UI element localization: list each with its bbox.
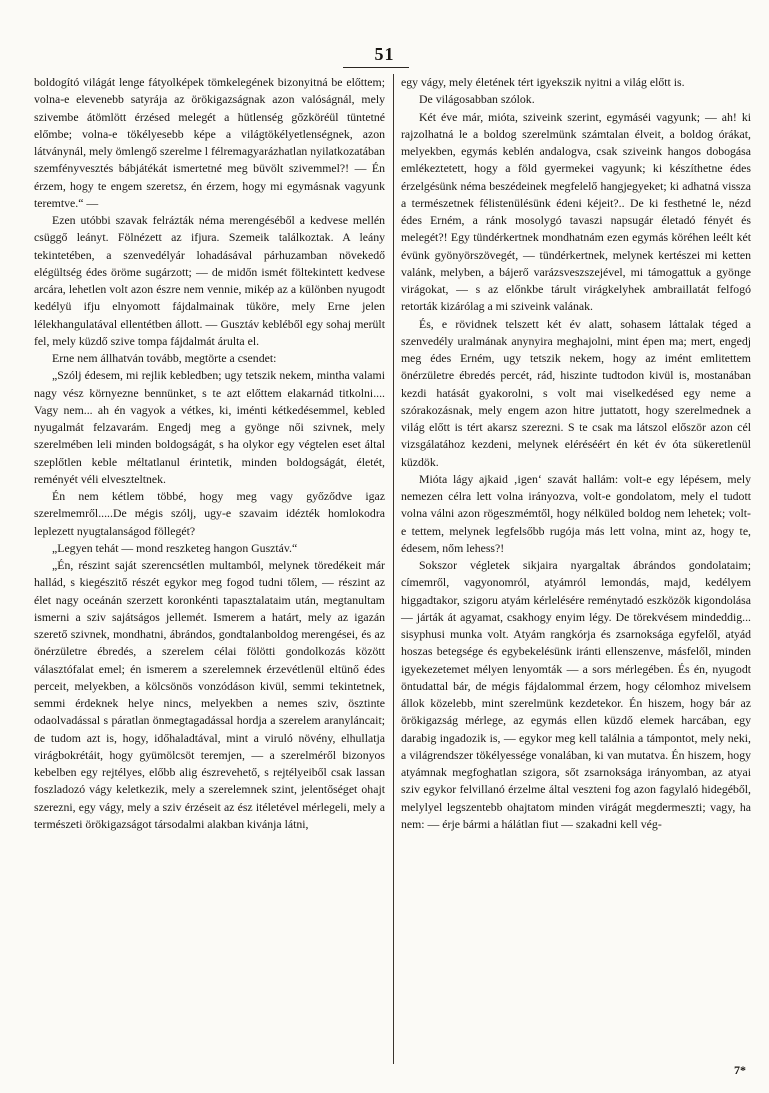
paragraph: „Legyen tehát — mond reszketeg hangon Gusztáv.“ xyxy=(52,540,298,555)
paragraph: egy vágy, mely életének tért igyekszik nyitni a világ előtt is. xyxy=(401,75,685,89)
header-rule xyxy=(343,67,409,68)
left-column xyxy=(34,74,385,833)
paragraph: Én nem kétlem többé, hogy meg vagy győződve igaz szerelmemről.....De mégis szólj, ugy-e szavaim idézték homlokodra leplezett nyugtalanságod föllegét? xyxy=(34,489,385,538)
paragraph: Ezen utóbbi szavak felrázták néma merengéséből a kedvese mellén csüggő leányt. Fölnézett az ifjura. Szemeik találkoztak. A leány tekintetében, a szenvedélyár lohadásával párhuzamban növekedő elégültség édes öröme sugárzott; — de midőn ismét föltekintett kedvese arcára, lehetlen volt azon észre nem vennie, mikép az a különben nyugodt kedélyü ifju elnyomott fájdalmainak tüköre, mely Erne jelen lélekhangulatával ellentétben állott. — Gusztáv kebléből egy sohaj merült fel, mely küzdő szive tompa fájdalmát árulta el. xyxy=(34,213,385,348)
signature-mark: 7* xyxy=(734,1063,746,1077)
paragraph: És, e rövidnek telszett két év alatt, sohasem láttalak téged a szenvedély uralmának anynyira meghajolni, mint épen ma; mert, engedj meg édes Erném, ugy tetszik nekem, hogy az imént emlitettem önérzületre ébredés percét, rád, hiszinte tudtodon kivül is, mostanában kezdi hatását gyakorolni, s volt mai viselkedésed egy neme a szórakozásnak, mely engem azon hitre juttatott, hogy szerelmednek a világ előtt is tért akarsz szerezni. S te csak ma látszol először azon cél vizsgálatához kezdeni, melynek eléréséért én két év óta sükeretlenül küzdök. xyxy=(401,316,751,469)
right-column xyxy=(401,74,751,833)
paragraph: „Én, részint saját szerencsétlen multamból, melynek töredékeit már hallád, s kiegészitő részét egykor meg fogod tudni tőlem, — részint az élet nagy oceánán szerzett koronkénti tapasztalataim után, megtanultam ismerni a sziv sajátságos jellemét. Ismerem a határt, mely az igazán szerető szivnek, mondhatni, ábrándos, gondtalanboldog merengései, és az önérzületre ébredés, a szerelem célai fölötti gondolkozás között választófalat emel; én ismerem a szerelemnek érzevétlenül eltünő édes perceit, melyekben, a kölcsönös vonzódáson kivül, semmi tekintetnek, semmi érdeknek helye nincs, melyekben a nemes sziv, ösztinte odaolvadással s páratlan önmegtagadással hordja a szerelem aranyláncait; de tudom azt is, hogy, időhaladtával, mint a viruló növény, elhullatja virágbokrétáit, hogy gyümölcsöt teremjen, — a szerelméről bizonyos kebelben egy rejtélyes, előbb alig észrevehető, s rejtélyeiből csak lassan foszladozó vágy keletkezik, mely a szerelemnek szint, jelentőséget ohajt szerezni, egy vágy, mely a sziv érzéseit az ész itéletével mérlegeli, mely a természeti örökigazságot társodalmi alakban kivánja látni, xyxy=(34,558,385,831)
paragraph: De világosabban szólok. xyxy=(419,92,535,107)
paragraph: boldogító világát lenge fátyolképek tömkelegének bizonyitná be előttem; volna-e elevenebb satyrája az örökigazságnak azon valóságnál, mely szivembe átömlött érzésed melegét a hütlenség gőzköréül tüntetné előmbe; volna-e tökélyesebb képe a világtökélyetlenségnek, azon látványnál, mely ömlengő szerelme l félremagyarázhatlan nyilatkozatában szemfényvesztés bábjátékát ismertetné meg büvölt szivemmel?! — Én érzem, hogy te engem szeretsz, én érzem, hogy mi egymásnak vagyunk teremtve.“ — xyxy=(34,75,385,210)
paragraph: Erne nem állhatván tovább, megtörte a csendet: xyxy=(52,351,277,365)
page-number: 51 xyxy=(374,44,395,64)
paragraph: Sokszor végletek sikjaira nyargaltak ábrándos gondolataim; címemről, vagyonomról, atyámról lemondás, majd, kedélyem higgadtakor, szigoru atyám kérlelésére reménytadó eszközök kigondolása — járták át agyamat, csakhogy enyim légy. De törekvésem mindeddig... sisyphusi munka volt. Atyám rangkórja és zsarnoksága egyfelől, atyád hoszas betegsége és egybekelésünk iránti ellenszenve, másfelől, minden igyekezetemet mélyen lenyomták — a sors mérlegében. És én, nyugodt öntudattal bár, de mégis fájdalommal érzem, hogy célomhoz mivelsem állok közelebb, mint szerelmünk kezdetekor. Én hiszem, hogy bár az örökigazság mérlege, az egymás ellen küzdő elemek harcában, egy darabig ingadozik is, — egykor meg kell találnia a támpontot, mely neki, a világrendszer tökélyessége vonalában, ki van mutatva. Én hiszem, hogy atyámnak megfoghatlan szigora, sőt zsarnoksága irányomban, az atyai sziv egykor felvillanó érzelme által veszteni fog azon fagylaló hidegéből, melylyel legszentebb ohajtatom minden virágát megdermeszti; vagy, ha nem: — érje bármi a hálátlan fiut — szakadni kell vég- xyxy=(401,558,751,831)
paragraph: Két éve már, mióta, sziveink szerint, egymáséi vagyunk; — ah! ki rajzolhatná le a boldog szerelmünk számtalan élveit, a boldog órákat, melyekben, egymás keblén andalogva, csak sziveink hangos dobogása emlékeztetett, hogy a föld gyermekei vagyunk; ki készíthetne édes érzelgésünk néma beszédeinek megfelelő hangjegyeket; ki adhatná vissza a természetnek félistenülésünk édeni kéjeit?.. De ki festhetné le, nézd édes Erném, a ránk mosolygó tavaszi napsugár életadó fényét és melegét?! Egy tündérkertnek mondhatnám ezen egymás köréhen leélt két évünk gyönyörszövegét, — tündérkertnek, melynek kertészei mi ketten valánk, melyben, a bájerő varázsveszszejével, mi támogattuk a gyönge virágokat, — s az előnkbe tárult virágkelyhek ambraillatát felfogó retorták kizárólag a mi sziveink valának. xyxy=(401,109,751,314)
paragraph: „Szólj édesem, mi rejlik kebledben; ugy tetszik nekem, mintha valami nagy vész környezne bennünket, s te azt előttem elakarnád titkolni.... Vagy nem... ah én vagyok a vétkes, ki, iménti kétkedésemmel, kebled nyugalmát felzavarám. Engedj meg a gyönge női szivnek, mely szerelmében leli minden boldogságát, s ha olykor egy végtelen eset által szeplőtlen keble méltatlanul érintetik, minden boldogságát, életét, reményét véli elveszteltnek. xyxy=(34,368,385,486)
column-divider xyxy=(393,74,394,1064)
paragraph: Mióta lágy ajkaid ‚igen‘ szavát hallám: volt-e egy lépésem, mely nemezen célra lett volna irányozva, volt-e gondolatom, mely el tudott volna válni azon rögeszmémtől, hogy nélküled boldog nem lehetek; volt-e tettem, melynek legfelsőbb rugója más lett volna, mint az, hogy te, édesem, nőm lehess?! xyxy=(401,471,751,555)
